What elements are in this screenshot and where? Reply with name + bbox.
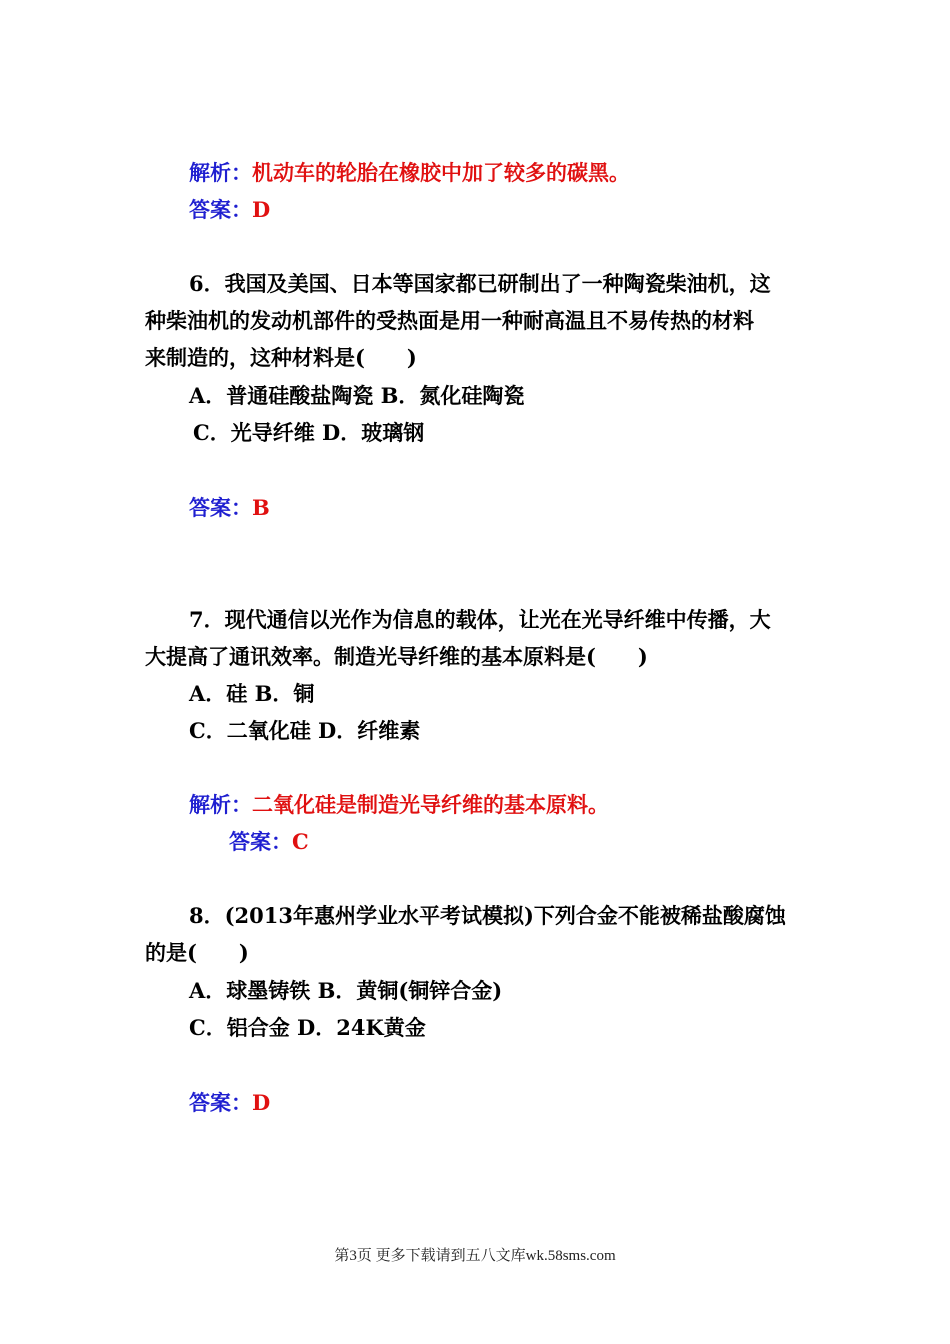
question-6-options-cd: C．光导纤维 D．玻璃钢	[193, 420, 425, 445]
question-7-analysis-line	[189, 790, 609, 820]
question-7-options-cd: C．二氧化硅 D．纤维素	[189, 718, 421, 743]
question-7-answer-line	[229, 827, 309, 857]
answer-line	[189, 195, 270, 225]
page-footer: 第3页 更多下载请到五八文库wk.58sms.com	[334, 1248, 616, 1264]
answer-label: 答案：	[229, 829, 292, 854]
answer-label: 答案：	[189, 197, 252, 222]
analysis-label: 解析：	[189, 792, 252, 817]
answer-value: C	[292, 829, 309, 854]
question-6-line-3: 来制造的，这种材料是( )	[145, 345, 417, 370]
question-7-line-2: 大提高了通讯效率。制造光导纤维的基本原料是( )	[145, 644, 648, 669]
answer-value: D	[252, 1090, 271, 1115]
question-8-line-2: 的是( )	[145, 940, 249, 965]
question-8-line-1: 8．(2013年惠州学业水平考试模拟)下列合金不能被稀盐酸腐蚀	[189, 903, 786, 928]
question-6-line-2: 种柴油机的发动机部件的受热面是用一种耐高温且不易传热的材料	[145, 308, 754, 333]
question-7-options-ab: A．硅 B．铜	[189, 681, 315, 706]
question-8-options-ab: A．球墨铸铁 B．黄铜(铜锌合金)	[189, 978, 503, 1003]
question-6-answer-line	[189, 493, 270, 523]
answer-value: D	[252, 197, 271, 222]
question-6-line-1: 6．我国及美国、日本等国家都已研制出了一种陶瓷柴油机，这	[189, 271, 771, 296]
answer-label: 答案：	[189, 495, 252, 520]
analysis-label: 解析：	[189, 160, 252, 185]
analysis-line	[189, 158, 630, 188]
answer-label: 答案：	[189, 1090, 252, 1115]
analysis-text: 机动车的轮胎在橡胶中加了较多的碳黑。	[252, 160, 630, 185]
question-8-options-cd: C．铝合金 D．24K黄金	[189, 1015, 426, 1040]
analysis-text: 二氧化硅是制造光导纤维的基本原料。	[252, 792, 609, 817]
question-7-line-1: 7．现代通信以光作为信息的载体，让光在光导纤维中传播，大	[189, 607, 771, 632]
question-8-answer-line	[189, 1088, 270, 1118]
answer-value: B	[252, 495, 270, 520]
question-6-options-ab: A．普通硅酸盐陶瓷 B．氮化硅陶瓷	[189, 383, 525, 408]
